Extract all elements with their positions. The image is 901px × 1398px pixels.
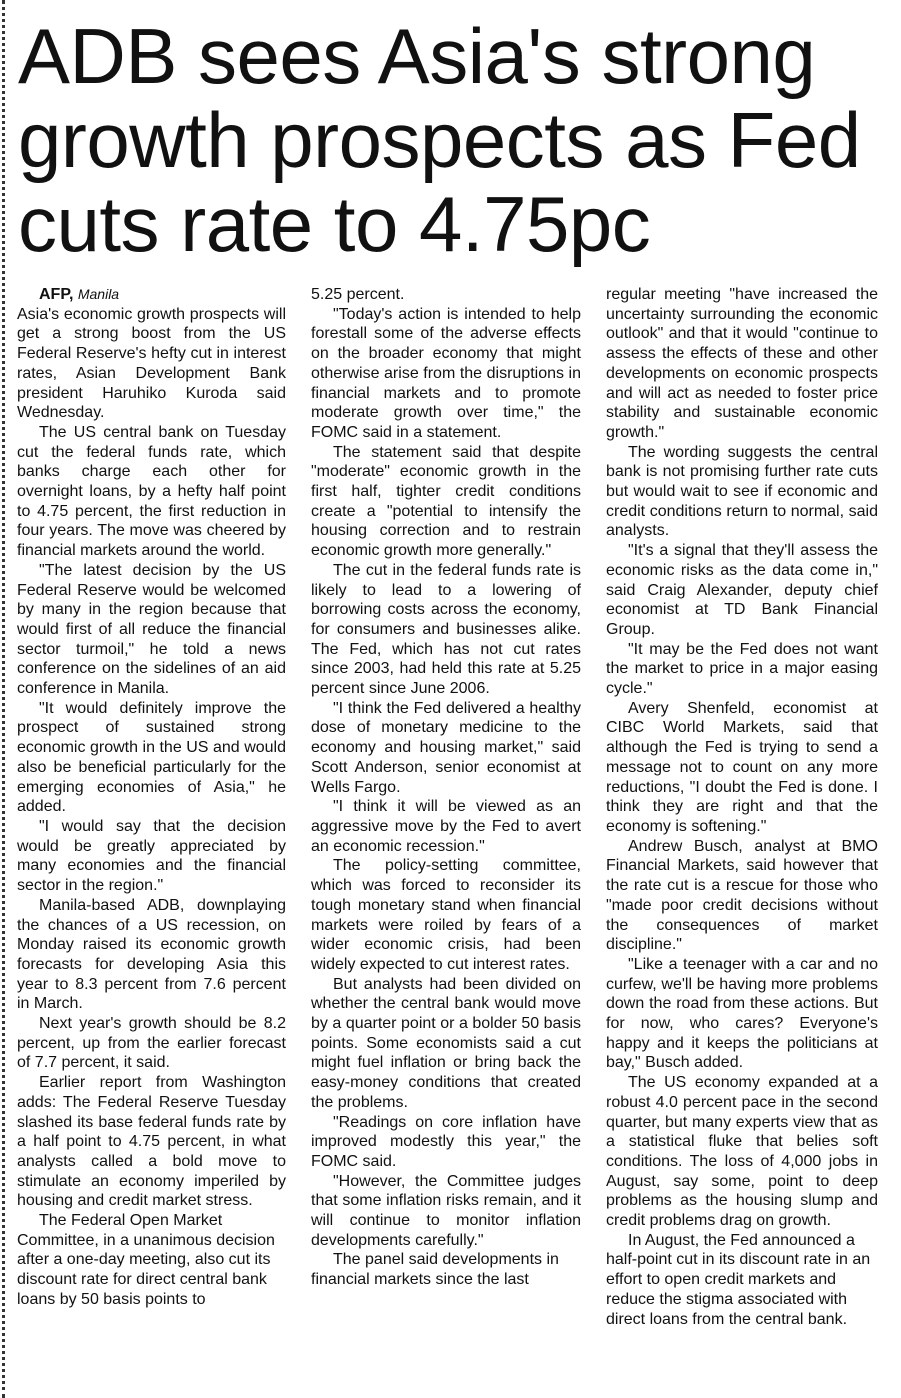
paragraph: "Today's action is intended to help forestall some of the adverse effects on the broader economy that might otherwise arise from the disruptions in financial markets and to promote moderate growth over time," the FOMC said in a statement. — [311, 305, 581, 441]
paragraph: The panel said developments in financial markets since the last — [311, 1251, 559, 1289]
article-column-1 — [17, 285, 286, 1398]
paragraph: "It would definitely improve the prospect of sustained strong economic growth in the US and would also be beneficial particularly for the emerging economies of Asia," he added. — [17, 699, 286, 816]
paragraph: Andrew Busch, analyst at BMO Financial Markets, said however that the rate cut is a rescue for those who "made poor credit decisions without the consequences of market discipline." — [606, 837, 878, 954]
paragraph: "I think the Fed delivered a healthy dose of monetary medicine to the economy and housing market," said Scott Anderson, senior economist at Wells Fargo. — [311, 699, 581, 796]
byline-location: Manila — [77, 286, 120, 302]
article-column-2 — [311, 285, 581, 1398]
paragraph: "I would say that the decision would be greatly appreciated by many economies and the financial sector in the region." — [17, 817, 286, 895]
paragraph: "It may be the Fed does not want the market to price in a major easing cycle." — [606, 640, 878, 698]
paragraph: The US economy expanded at a robust 4.0 percent pace in the second quarter, but many experts view that as a statistical fluke that belies soft conditions. The loss of 4,000 jobs in August, say some, point to deep problems as the housing slump and credit problems drag on growth. — [606, 1074, 878, 1230]
paragraph: Asia's economic growth prospects will get a strong boost from the US Federal Reserve's hefty cut in interest rates, Asian Development Bank president Haruhiko Kuroda said Wednesday. — [17, 305, 286, 422]
paragraph: The Federal Open Market Committee, in a unanimous decision after a one-day meeting, also cut its discount rate for direct central bank loans by 50 basis points to — [17, 1212, 275, 1308]
paragraph: The wording suggests the central bank is not promising further rate cuts but would wait to see if economic and credit conditions return to normal, said analysts. — [606, 443, 878, 540]
paragraph-continuation: 5.25 percent. — [311, 286, 405, 303]
paragraph: "Like a teenager with a car and no curfew, we'll be having more problems down the road from these actions. But for now, who cares? Everyone's happy and it keeps the politicians at bay," Busch added. — [606, 955, 878, 1072]
clipping-dotted-border — [2, 0, 5, 1398]
paragraph: But analysts had been divided on whether the central bank would move by a quarter point or a bolder 50 basis points. Some economists said a cut might fuel inflation or bring back the easy-money conditions that created the problems. — [311, 975, 581, 1111]
paragraph-continuation: regular meeting "have increased the uncertainty surrounding the economic outlook" and that it would "continue to assess the effects of these and other developments on economic prospects and will act as needed to foster price stability and sustainable economic growth." — [606, 286, 878, 441]
paragraph: "I think it will be viewed as an aggressive move by the Fed to avert an economic recession." — [311, 798, 581, 855]
paragraph: The US central bank on Tuesday cut the federal funds rate, which banks charge each other for overnight loans, by a hefty half point to 4.75 percent, the first reduction in four years. The move was cheered by financial markets around the world. — [17, 423, 286, 560]
byline — [17, 285, 286, 305]
paragraph: "The latest decision by the US Federal Reserve would be welcomed by many in the region because that would first of all reduce the financial sector turmoil," he told a news conference on the sidelines of an aid conference in Manila. — [17, 561, 286, 698]
paragraph: The cut in the federal funds rate is likely to lead to a lowering of borrowing costs across the economy, for consumers and businesses alike. The Fed, which has not cut rates since 2003, had held this rate at 5.25 percent since June 2006. — [311, 561, 581, 698]
byline-agency: AFP, — [39, 286, 74, 303]
paragraph: Next year's growth should be 8.2 percent, up from the earlier forecast of 7.7 percent, it said. — [17, 1015, 286, 1072]
paragraph: "It's a signal that they'll assess the economic risks as the data come in," said Craig Alexander, deputy chief economist at TD Bank Financial Group. — [606, 542, 878, 638]
paragraph: Earlier report from Washington adds: The Federal Reserve Tuesday slashed its base federal funds rate by a half point to 4.75 percent, in what analysts called a bold move to stimulate an economy imperiled by housing and credit market stress. — [17, 1074, 286, 1210]
paragraph: In August, the Fed announced a half-point cut in its discount rate in an effort to open credit markets and reduce the stigma associated with direct loans from the central bank. — [606, 1231, 871, 1328]
article-column-3 — [606, 285, 878, 1398]
paragraph: The policy-setting committee, which was forced to reconsider its tough monetary stand when financial markets were roiled by fears of a wider economic crisis, had been widely expected to cut interest rates. — [311, 857, 581, 973]
paragraph: "However, the Committee judges that some inflation risks remain, and it will continue to monitor inflation developments carefully." — [311, 1172, 581, 1249]
paragraph: Manila-based ADB, downplaying the chances of a US recession, on Monday raised its economic growth forecasts for developing Asia this year to 8.3 percent from 7.6 percent in March. — [17, 896, 286, 1013]
paragraph: The statement said that despite "moderate" economic growth in the first half, tighter credit conditions create a "potential to intensify the housing correction and to restrain economic growth more generally." — [311, 443, 581, 560]
paragraph: "Readings on core inflation have improved modestly this year," the FOMC said. — [311, 1113, 581, 1170]
paragraph: Avery Shenfeld, economist at CIBC World Markets, said that although the Fed is trying to send a message not to count on any more reductions, "I doubt the Fed is done. I think they are right and that the economy is softening." — [606, 699, 878, 835]
headline: ADB sees Asia's strong growth prospects as Fed cuts rate to 4.75pc — [18, 12, 861, 268]
